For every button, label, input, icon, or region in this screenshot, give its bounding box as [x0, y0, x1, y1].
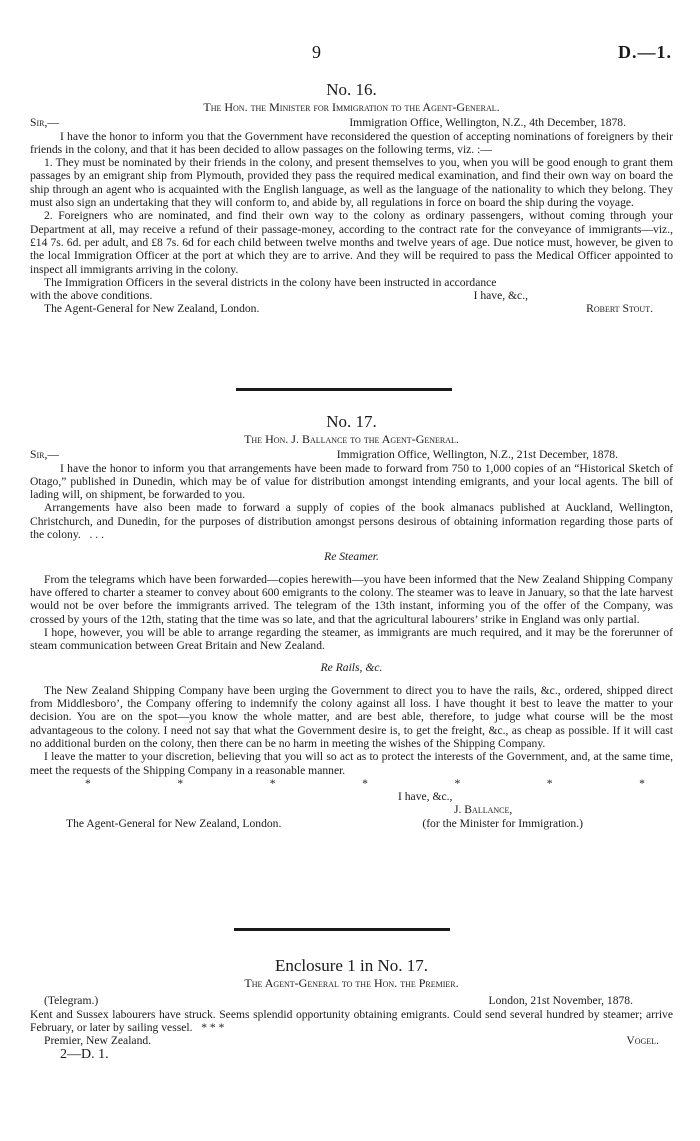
- omission-stars: * * *: [201, 1020, 225, 1034]
- enclosure: [30, 956, 673, 1063]
- addressee: Premier, New Zealand.: [44, 1034, 152, 1048]
- message-type: (Telegram.): [44, 994, 99, 1008]
- letter-route: The Hon. J. Ballance to the Agent-General.: [244, 432, 459, 446]
- subheading: Re Steamer.: [324, 550, 379, 564]
- addressee: The Agent-General for New Zealand, London.: [66, 816, 282, 830]
- signature: J. Ballance,: [454, 803, 513, 817]
- closing: I have, &c.,: [473, 289, 528, 303]
- star: *: [454, 776, 461, 790]
- star: *: [639, 776, 645, 790]
- star: *: [362, 776, 368, 790]
- section-divider: [234, 928, 450, 931]
- place-date: London, 21st November, 1878.: [488, 994, 633, 1008]
- paragraph: The Immigration Officers in the several districts in the colony have been instructed in accordance: [44, 275, 497, 289]
- subheading: Re Rails, &c.: [320, 661, 383, 675]
- paragraph: I hope, however, you will be able to arrange regarding the steamer, as immigrants are much required, and it may be the forerunner of steam communication between Great Britain and New Zealand.: [30, 625, 673, 653]
- salutation: Sir,—: [30, 448, 59, 462]
- letter-number: No. 17.: [326, 412, 377, 431]
- enclosure-title: Enclosure 1 in No. 17.: [275, 956, 428, 975]
- signature: Robert Stout.: [586, 302, 653, 316]
- enclosure-route: The Agent-General to the Hon. the Premier.: [244, 976, 459, 990]
- section-divider: [236, 388, 452, 391]
- ellipsis-dots: . . .: [89, 528, 104, 542]
- star: *: [85, 776, 91, 790]
- paragraph: I have the honor to inform you that arrangements have been made to forward from 750 to 1,000 copies of an “Historical Sketch of Otago,” published in Dunedin, which may be of value for distribution amongst intending emigrants, and your local agents. The bill of lading will, on shipment, be forwarded to you.: [30, 461, 673, 502]
- signature: Vogel.: [626, 1034, 659, 1048]
- paragraph-end: with the above conditions.: [30, 289, 153, 303]
- telegram-body: [30, 1008, 673, 1035]
- telegram-text: Kent and Sussex labourers have struck. Seems splendid opportunity obtaining emigrants. Could send several hundred by steamer; arrive February, or later by sailing vessel.: [30, 1007, 673, 1034]
- addressee: The Agent-General for New Zealand, London.: [44, 302, 260, 316]
- letter-no17: [30, 412, 673, 830]
- paragraph: 2. Foreigners who are nominated, and find their own way to the colony as ordinary passengers, without coming through your Department at all, may receive a refund of their passage-money, according to the contract rate for the conveyance of immigrants—viz., £14 7s. 6d. per adult, and £8 7s. 6d for each child between twelve months and twelve years of age. Due notice must, however, be given to the local Immigration Officer at the port at which they are to arrive. And they will be required to pass the Medical Officer appointed to inspect all immigrants arriving in the colony.: [30, 209, 673, 276]
- letter-no16: [30, 80, 673, 316]
- paragraph: [30, 501, 673, 541]
- letter-route: The Hon. the Minister for Immigration to the Agent-General.: [203, 100, 500, 114]
- paragraph: I have the honor to inform you that the Government have reconsidered the question of accepting nominations of foreigners by their friends in the colony, and that it has been decided to allow passages on the following terms, viz. :—: [30, 129, 673, 156]
- star: *: [546, 776, 553, 790]
- paragraph: 1. They must be nominated by their friends in the colony, and present themselves to you, when you will be good enough to grant them passages by an emigrant ship from Plymouth, provided they pass the required medical examination, and find their own way on board the ship through an agent who is acquainted with the English language, as well as the language of the nationality to which they belong. They must also sign an undertaking that they will conform to, and abide by, all regulations in force on board the ship during the voyage.: [30, 156, 673, 210]
- star: *: [177, 776, 184, 790]
- paragraph: The New Zealand Shipping Company have been urging the Government to direct you to have the rails, &c., ordered, shipped direct from Middlesboro’, the Company offering to indemnify the colony against all loss. I have thought it best to leave the matter to your decision. You are on the spot—you know the whole matter, and are best able, therefore, to judge what course will be the most advantageous to the colony. I need not say that what the Government desire is, to get the freight, &c., as cheap as possible. If it will cast no additional burden on the colony, then there can be no harm in meeting the wishes of the Shipping Company.: [30, 683, 673, 750]
- paragraph-text: Arrangements have also been made to forward a supply of copies of the book almanacs published at Auckland, Wellington, Christchurch, and Dunedin, for the purposes of distribution amongst persons desirous of obtaining information regarding those parts of the colony.: [30, 501, 673, 542]
- place-date: Immigration Office, Wellington, N.Z., 21st December, 1878.: [336, 448, 618, 462]
- omission-stars: [85, 777, 645, 790]
- place-date: Immigration Office, Wellington, N.Z., 4th December, 1878.: [349, 116, 626, 130]
- signature-capacity: (for the Minister for Immigration.): [422, 816, 583, 830]
- letter-number: No. 16.: [326, 80, 377, 99]
- salutation: Sir,—: [30, 116, 59, 130]
- closing: I have, &c.,: [398, 790, 453, 804]
- document-reference: D.—1.: [618, 42, 672, 62]
- star: *: [269, 776, 276, 790]
- page-number: 9: [312, 42, 321, 62]
- paragraph: From the telegrams which have been forwarded—copies herewith—you have been informed that the New Zealand Shipping Company have offered to charter a steamer to convey about 600 emigrants to the colony. The steamer was to leave in January, so that the late harvest would not be over before the immigrants arrived. The telegram of the 13th instant, informing you of the offer of the Company, was crossed by yours of the 12th, stating that the time was so late, and that the agricultural labourers’ strike in England was only partial.: [30, 572, 673, 626]
- paragraph: I leave the matter to your discretion, believing that you will so act as to protect the interests of the Government, and, at the same time, meet the requests of the Shipping Company in a reasonable manner.: [30, 750, 673, 777]
- sheet-mark: 2—D. 1.: [60, 1047, 109, 1063]
